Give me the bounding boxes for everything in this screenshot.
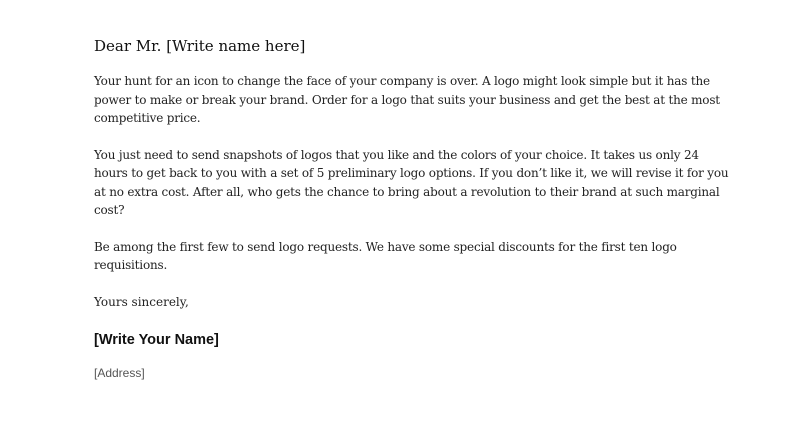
salutation: Dear Mr. [Write name here]	[94, 37, 306, 55]
letter-body	[94, 36, 734, 381]
sender-name: [Write Your Name]	[94, 331, 219, 348]
paragraph-offer: Be among the first few to send logo requests. We have some special discounts for the first ten logo requisitions.	[94, 239, 677, 272]
sender-address: [Address]	[94, 365, 145, 380]
closing: Yours sincerely,	[94, 294, 189, 309]
paragraph-process: You just need to send snapshots of logos that you like and the colors of your choice. It takes us only 24 hours to get back to you with a set of 5 preliminary logo options. If you don’t like it, we will revise it for you at no extra cost. After all, who gets the chance to bring about a revolution to their brand at such marginal cost?	[94, 147, 729, 217]
paragraph-intro: Your hunt for an icon to change the face of your company is over. A logo might look simple but it has the power to make or break your brand. Order for a logo that suits your business and get the best at the most competitive price.	[94, 74, 720, 125]
